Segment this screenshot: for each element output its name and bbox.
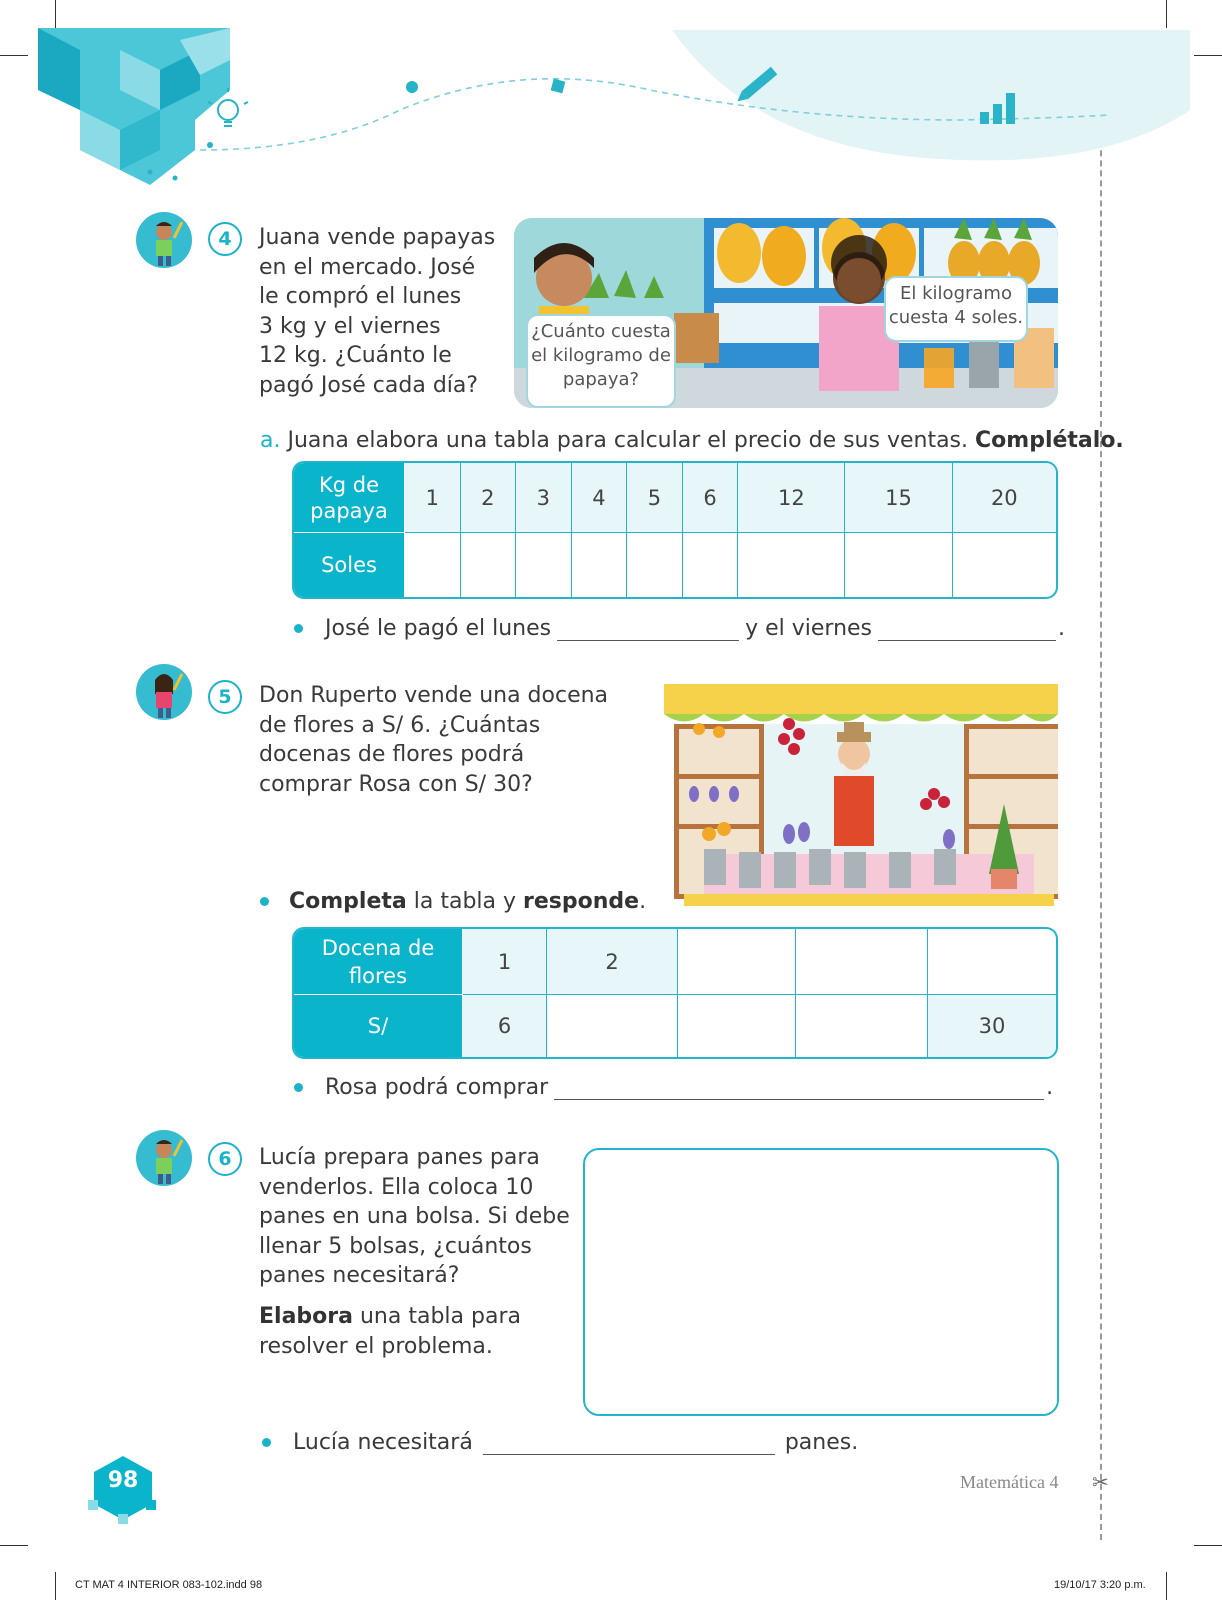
table-header-soles: S/ (294, 995, 463, 1057)
table-cell-kg: 1 (405, 463, 461, 533)
table-cell-soles-input[interactable] (845, 533, 952, 597)
question-6-instruction: Elabora una tabla para resolver el problema. (259, 1304, 521, 1359)
bullet-icon (294, 1083, 303, 1092)
bullet-icon (294, 624, 303, 633)
q5-answer-line: Rosa podrá comprar . (294, 1075, 1053, 1100)
cubes-icon (38, 28, 230, 185)
flower-stall-illustration (664, 684, 1058, 906)
question-number-5: 5 (208, 680, 242, 714)
table-cell-soles-input[interactable] (678, 995, 796, 1057)
answer-blank-friday[interactable] (878, 618, 1056, 641)
table-cell-kg: 2 (461, 463, 517, 533)
flowers-price-table (292, 927, 1058, 1059)
table-cell-dozen-input[interactable] (678, 929, 796, 995)
table-cell-soles-input[interactable] (953, 533, 1056, 597)
table-cell-soles-input[interactable] (547, 995, 678, 1057)
cut-line (1100, 30, 1102, 1540)
table-cell-soles-input[interactable] (738, 533, 845, 597)
table-cell-dozen: 2 (547, 929, 678, 995)
table-cell-kg: 6 (683, 463, 739, 533)
work-area-box[interactable] (583, 1148, 1059, 1416)
table-cell-soles-input[interactable] (683, 533, 739, 597)
answer-blank-breads[interactable] (483, 1432, 775, 1455)
q6-answer-line: Lucía necesitará panes. (262, 1430, 858, 1455)
table-cell-soles-input[interactable] (461, 533, 517, 597)
header-decoration (0, 0, 1222, 200)
crop-mark (1194, 1545, 1222, 1546)
question-4-text: Juana vende papayas en el mercado. José le compró el lunes 3 kg y el viernes 12 kg. ¿Cuánto le pagó José cada día? (259, 225, 496, 398)
part-a-instruction: a. Juana elabora una tabla para calcular el precio de sus ventas. Complétalo. (260, 428, 1124, 453)
question-5-text: Don Ruperto vende una docena de flores a S/ 6. ¿Cuántas docenas de flores podrá comprar Rosa con S/ 30? (259, 683, 609, 797)
question-6-text: Lucía prepara panes para venderlos. Ella coloca 10 panes en una bolsa. Si debe llenar 5 bolsas, ¿cuántos panes necesitará? (259, 1145, 570, 1288)
bullet-icon (262, 1438, 271, 1447)
table-cell-kg: 12 (738, 463, 845, 533)
table-cell-dozen-input[interactable] (796, 929, 928, 995)
table-cell-soles-input[interactable] (516, 533, 572, 597)
crop-mark (0, 1545, 28, 1546)
compass-icon (407, 82, 417, 92)
answer-blank-dozens[interactable] (554, 1077, 1044, 1100)
question-number-6: 6 (208, 1142, 242, 1176)
q4-answer-line: José le pagó el lunes y el viernes . (294, 616, 1065, 641)
book-title: Matemática 4 (960, 1472, 1059, 1492)
table-cell-dozen: 1 (463, 929, 547, 995)
table-header-soles: Soles (294, 533, 405, 597)
answer-bubble: El kilogramo cuesta 4 soles. (884, 276, 1028, 342)
crop-mark (1166, 1572, 1167, 1600)
table-cell-dozen-input[interactable] (928, 929, 1056, 995)
footer-file-info: CT MAT 4 INTERIOR 083-102.indd 98 (75, 1579, 263, 1591)
table-cell-soles-input[interactable] (572, 533, 628, 597)
answer-blank-monday[interactable] (557, 618, 739, 641)
table-cell-kg: 3 (516, 463, 572, 533)
table-cell-soles: 30 (928, 995, 1056, 1057)
footer-date: 19/10/17 3:20 p.m. (1054, 1579, 1146, 1591)
cube-icon (551, 79, 566, 94)
student-avatar-icon (136, 212, 192, 268)
papaya-price-table (292, 461, 1058, 599)
page-number: 98 (107, 1468, 139, 1493)
student-avatar-icon (136, 664, 192, 720)
scissors-icon: ✂ (1092, 1470, 1109, 1494)
table-cell-soles-input[interactable] (627, 533, 683, 597)
table-header-kg: Kg de papaya (294, 463, 405, 533)
table-cell-soles-input[interactable] (796, 995, 928, 1057)
table-cell-kg: 20 (953, 463, 1056, 533)
bullet-icon (260, 897, 269, 906)
table-cell-soles: 6 (463, 995, 547, 1057)
table-cell-soles-input[interactable] (405, 533, 461, 597)
table-cell-kg: 15 (845, 463, 952, 533)
q5-instruction: Completa la tabla y responde . (260, 889, 646, 914)
table-cell-kg: 4 (572, 463, 628, 533)
student-avatar-icon (136, 1130, 192, 1186)
question-bubble: ¿Cuánto cuesta el kilogramo de papaya? (526, 314, 676, 408)
table-header-dozen: Docena de flores (294, 929, 463, 995)
crop-mark (55, 1572, 56, 1600)
question-number-4: 4 (208, 222, 242, 256)
table-cell-kg: 5 (627, 463, 683, 533)
